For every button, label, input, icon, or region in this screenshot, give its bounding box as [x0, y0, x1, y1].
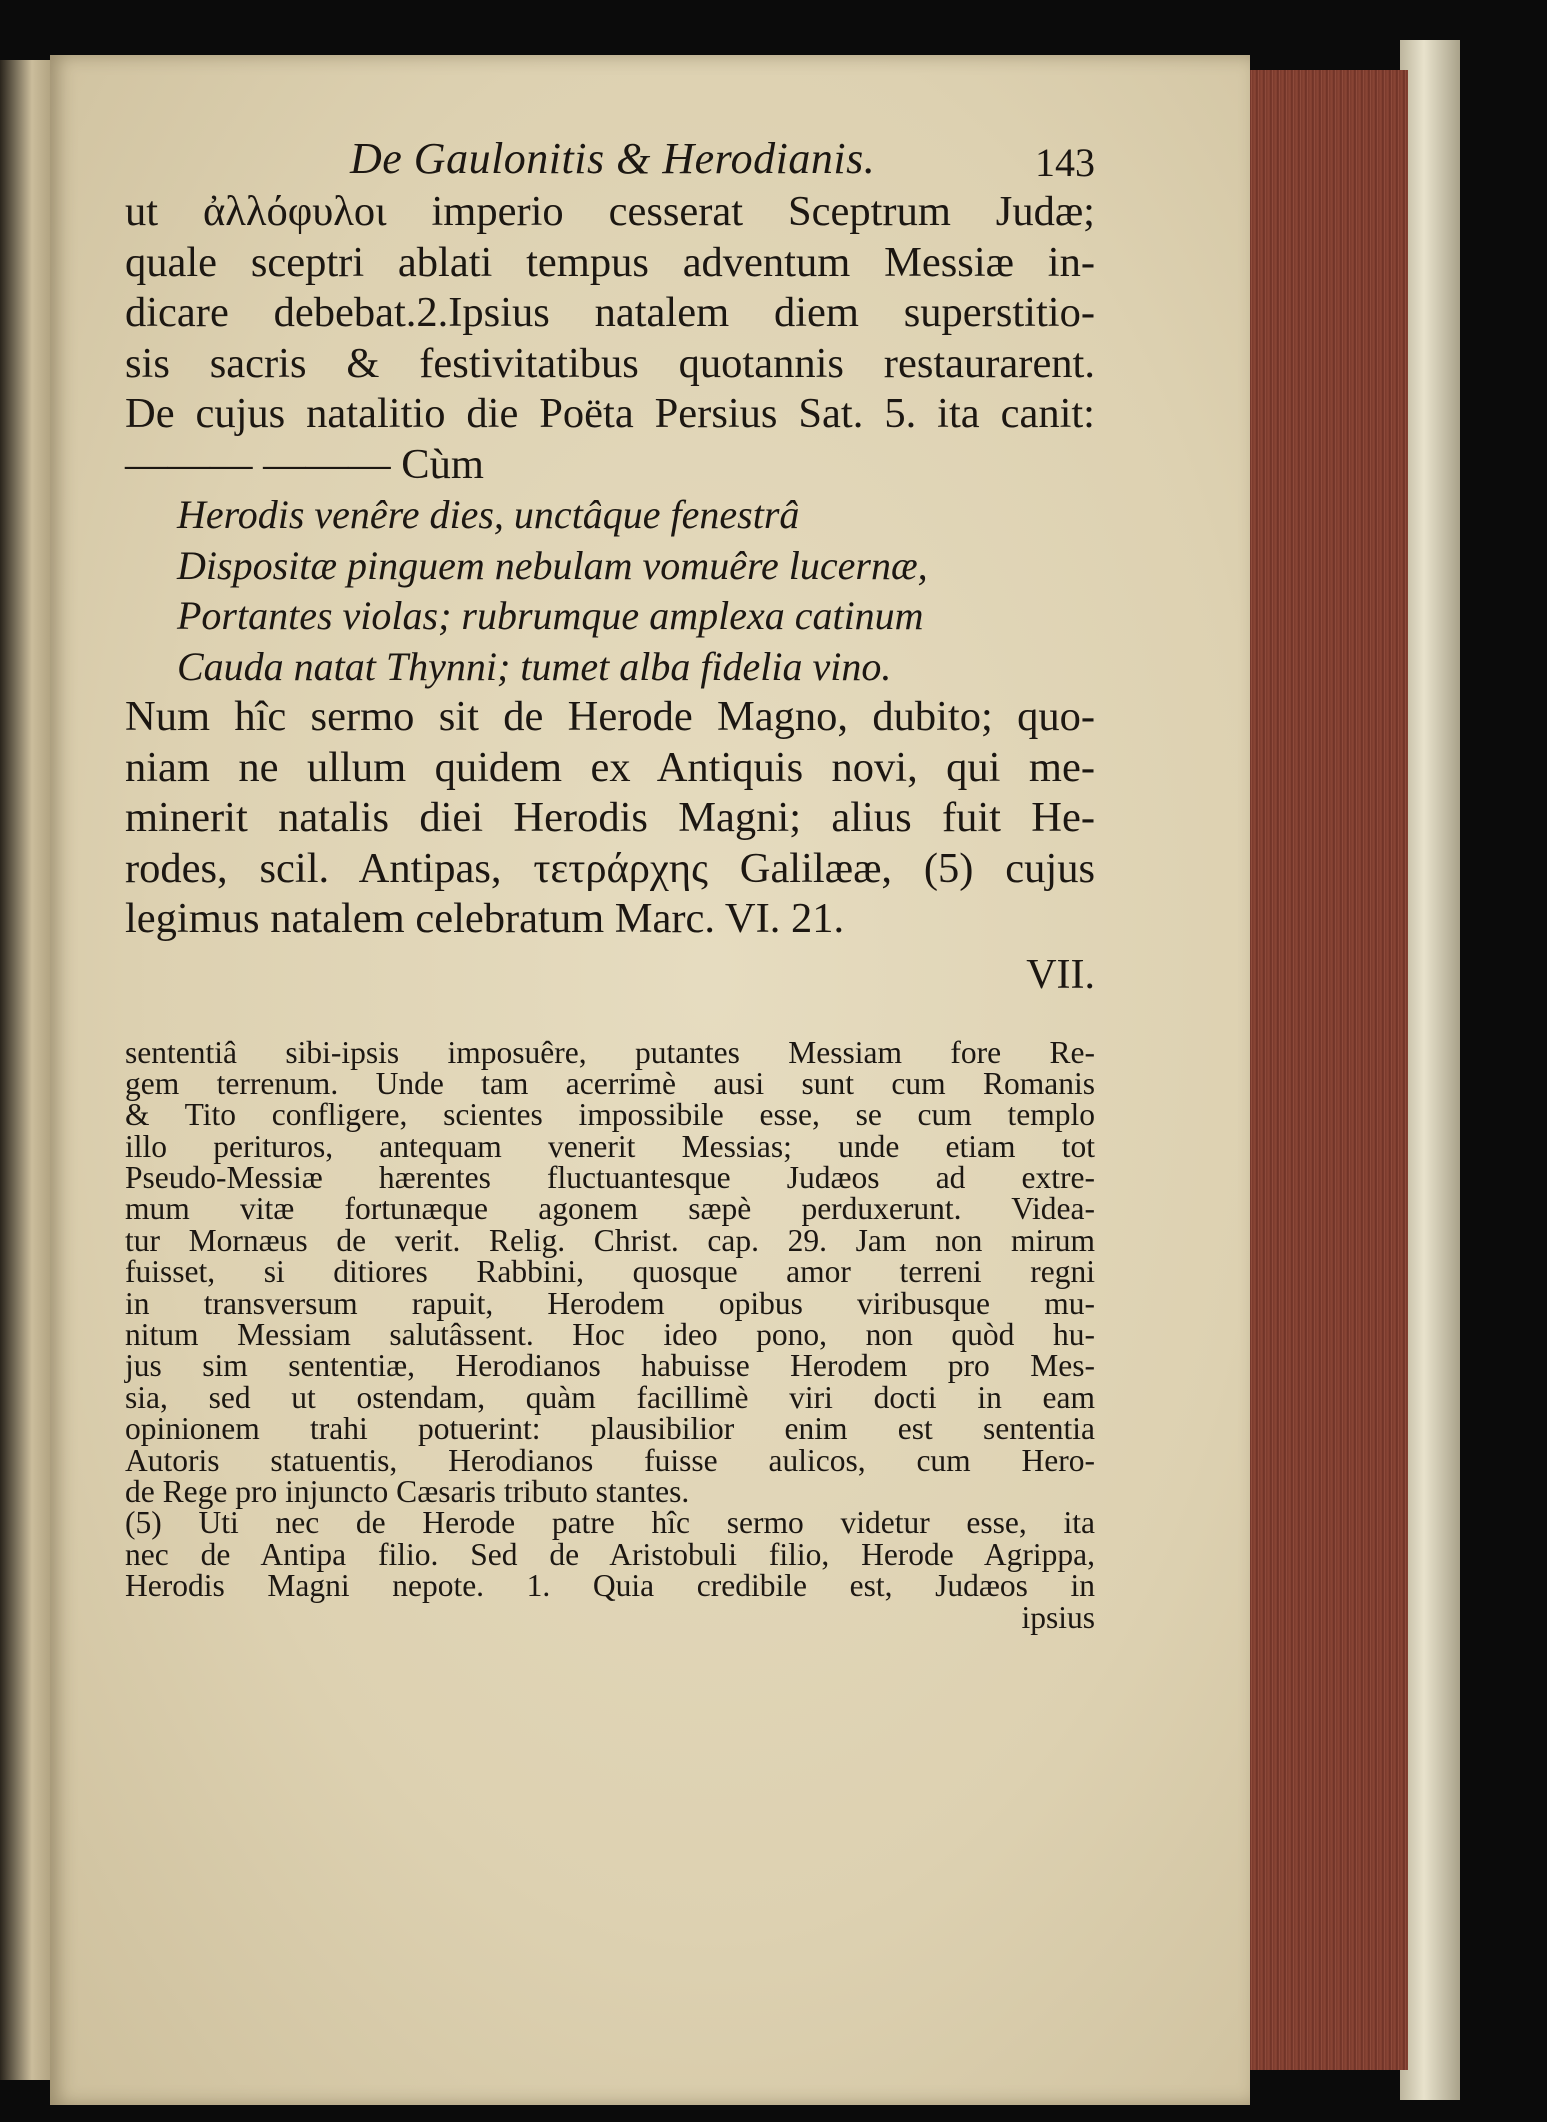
- note-line: Autoris statuentis, Herodianos fuisse aulicos, cum Hero-: [125, 1442, 1095, 1478]
- note-line: illo perituros, antequam venerit Messias; unde etiam tot: [125, 1128, 1095, 1164]
- page-content: [125, 125, 1095, 1633]
- text-line: sis sacris & festivitatibus quotannis restaurarent.: [125, 339, 1095, 387]
- note-line: Herodis Magni nepote. 1. Quia credibile est, Judæos in: [125, 1568, 1095, 1604]
- verse-line: Portantes violas; rubrumque amplexa catinum: [177, 593, 924, 638]
- note-line: Pseudo-Messiæ hærentes fluctuantesque Judæos ad extre-: [125, 1160, 1095, 1196]
- text-line: quale sceptri ablati tempus adventum Messiæ in-: [125, 238, 1095, 286]
- text-line: niam ne ullum quidem ex Antiquis novi, qui me-: [125, 743, 1095, 791]
- catchword-notes: ipsius: [1021, 1599, 1095, 1635]
- footnotes-block: [125, 1034, 1095, 1635]
- note-line: jus sim sententiæ, Herodianos habuisse Herodem pro Mes-: [125, 1348, 1095, 1384]
- note-line: opinionem trahi potuerint: plausibilior enim est sententia: [125, 1411, 1095, 1447]
- running-head: [125, 125, 1095, 187]
- note-line: de Rege pro injuncto Cæsaris tributo stantes.: [125, 1473, 690, 1509]
- verse-quotation: [125, 490, 1095, 692]
- main-text-block: [125, 187, 1095, 490]
- verse-line: Herodis venêre dies, unctâque fenestrâ: [177, 492, 800, 537]
- text-line: minerit natalis diei Herodis Magni; alius fuit He-: [125, 794, 1095, 841]
- note-line: sententiâ sibi-ipsis imposuêre, putantes Messiam fore Re-: [125, 1034, 1095, 1070]
- note-line: (5) Uti nec de Herode patre hîc sermo videtur esse, ita: [125, 1505, 1095, 1541]
- note-line: nec de Antipa filio. Sed de Aristobuli filio, Herode Agrippa,: [125, 1536, 1095, 1572]
- catchword-main: VII.: [1026, 951, 1095, 998]
- note-line: gem terrenum. Unde tam acerrimè ausi sunt cum Romanis: [125, 1065, 1095, 1101]
- running-title: De Gaulonitis & Herodianis.: [350, 134, 876, 183]
- note-line: tur Mornæus de verit. Relig. Christ. cap. 29. Jam non mirum: [125, 1222, 1095, 1258]
- note-line: nitum Messiam salutâssent. Hoc ideo pono, non quòd hu-: [125, 1317, 1095, 1353]
- page-block-edges: [1232, 70, 1408, 2070]
- page-number: 143: [1035, 140, 1095, 185]
- text-line: dicare debebat.2.Ipsius natalem diem superstitio-: [125, 289, 1095, 336]
- text-line: ut ἀλλόφυλοι imperio cesserat Sceptrum Judæ;: [125, 188, 1095, 235]
- verse-line: Cauda natat Thynni; tumet alba fidelia vino.: [177, 643, 892, 689]
- note-line: sia, sed ut ostendam, quàm facillimè viri docti in eam: [125, 1379, 1095, 1415]
- text-line: Num hîc sermo sit de Herode Magno, dubito; quo-: [125, 693, 1095, 740]
- main-text-block-2: [125, 692, 1095, 945]
- verse-line: Dispositæ pinguem nebulam vomuêre lucernæ,: [177, 542, 928, 588]
- book-cover-edge: [1400, 40, 1460, 2100]
- note-separator: [125, 1005, 1095, 1037]
- note-line: fuisset, si ditiores Rabbini, quosque amor terreni regni: [125, 1254, 1095, 1290]
- note-line: & Tito confligere, scientes impossibile esse, se cum templo: [125, 1097, 1095, 1133]
- text-line: De cujus natalitio die Poëta Persius Sat. 5. ita canit:: [125, 390, 1095, 437]
- verse-intro: ——— ——— Cùm: [125, 440, 484, 488]
- note-line: mum vitæ fortunæque agonem sæpè perduxerunt. Videa-: [125, 1191, 1095, 1227]
- text-line: legimus natalem celebratum Marc. VI. 21.: [125, 895, 845, 942]
- note-line: in transversum rapuit, Herodem opibus viribusque mu-: [125, 1285, 1095, 1321]
- text-line: rodes, scil. Antipas, τετράρχης Galilææ, (5) cujus: [125, 844, 1095, 892]
